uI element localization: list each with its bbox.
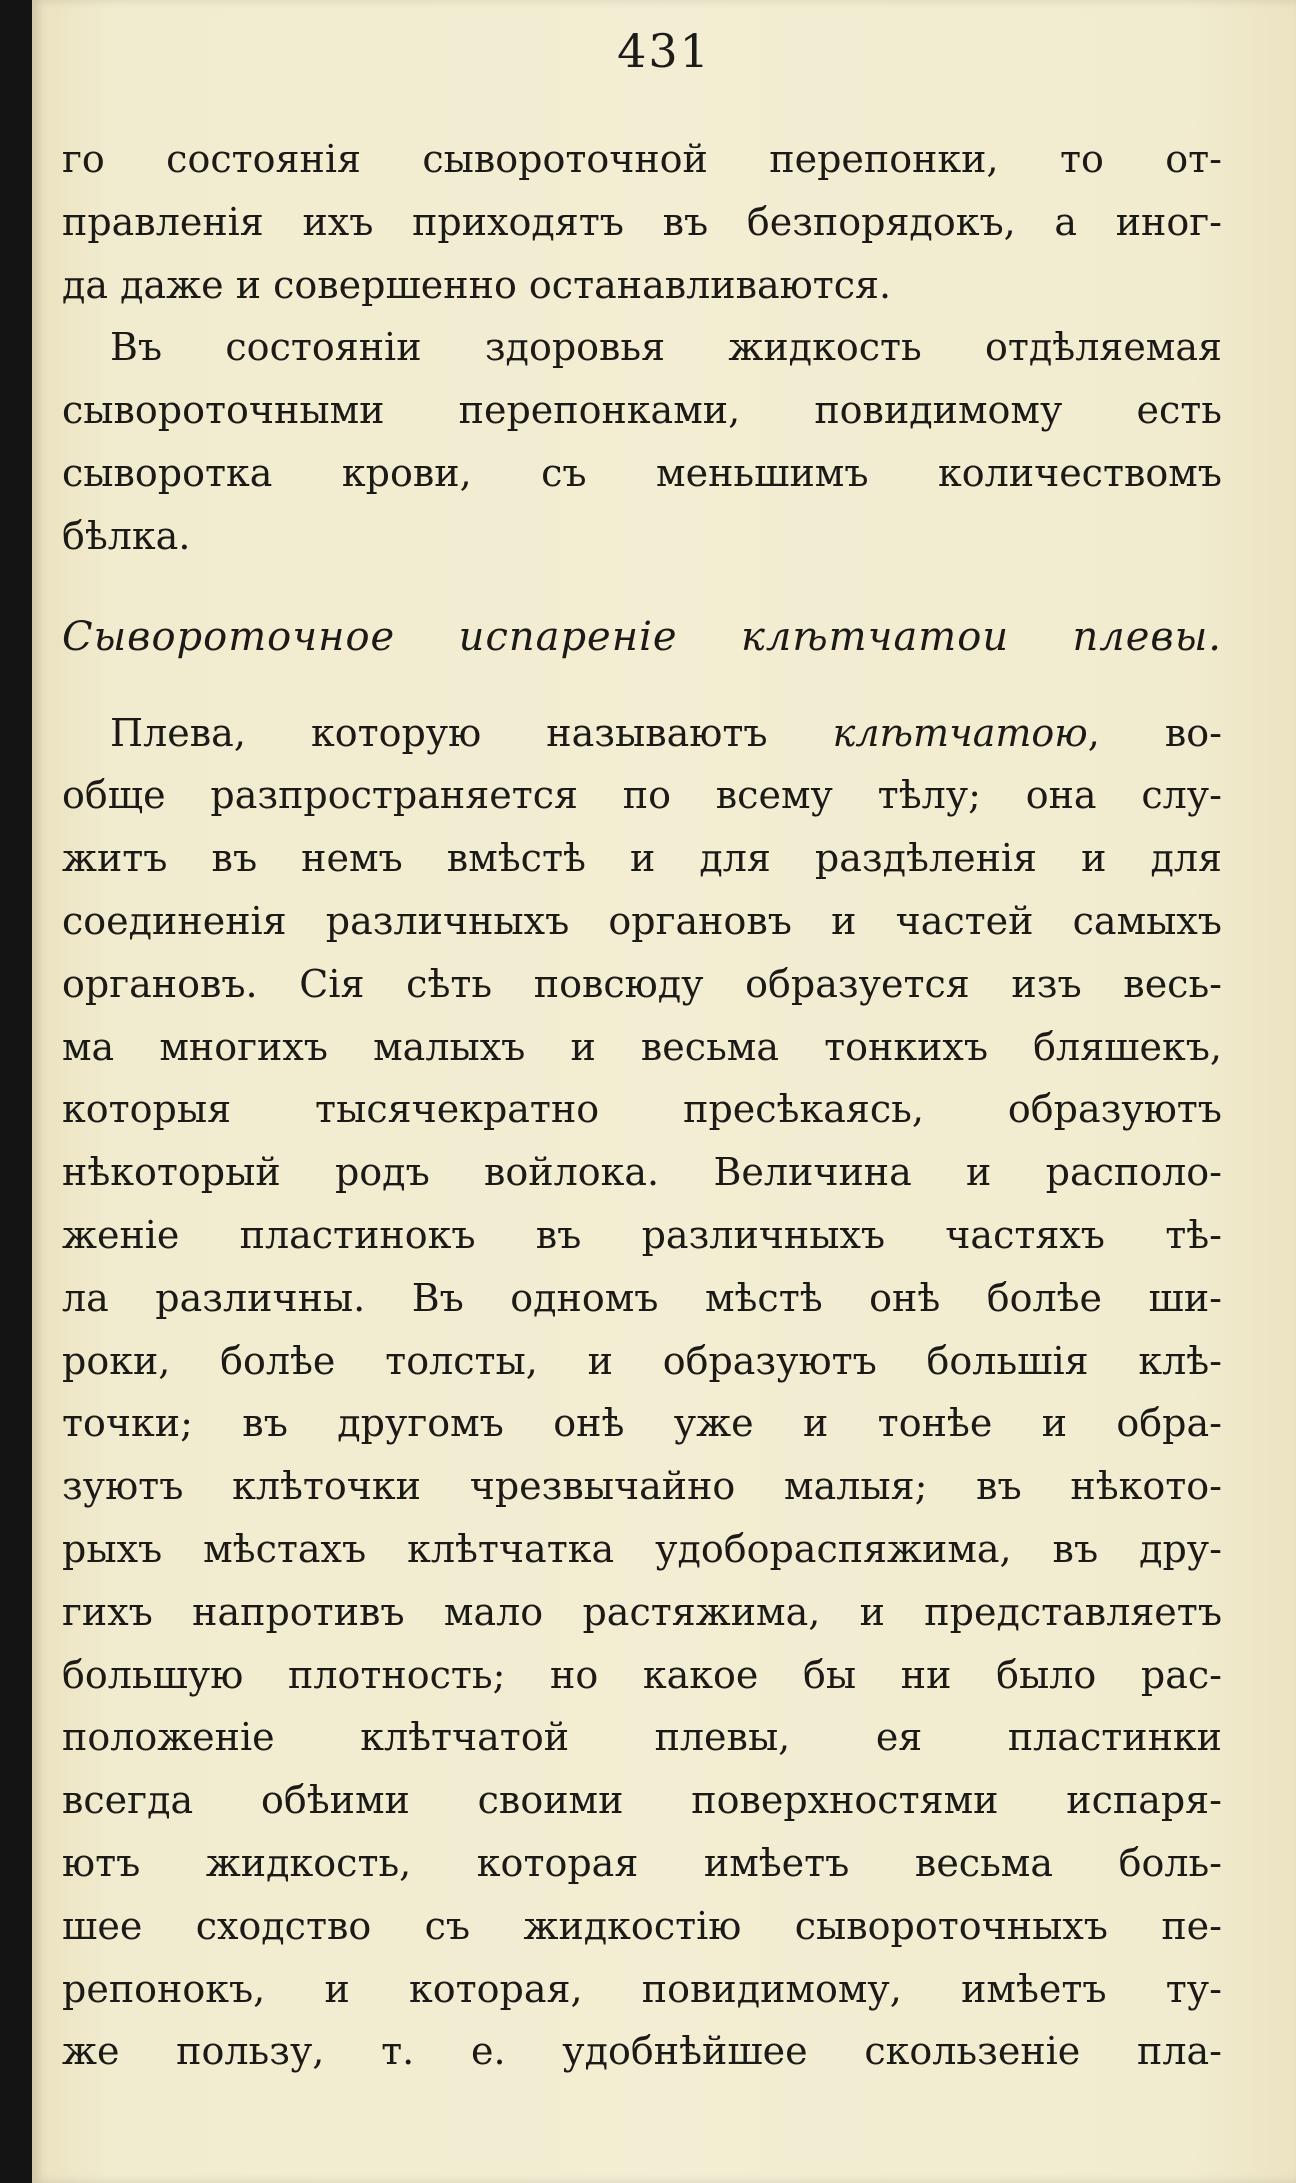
text-segment: Плева, которую называютъ bbox=[110, 710, 833, 755]
spacer bbox=[62, 672, 1222, 702]
text-line: ма многихъ малыхъ и весьма тонкихъ бляшекъ, bbox=[62, 1024, 1222, 1069]
text-line: сыворотка крови, съ меньшимъ количествомъ bbox=[62, 450, 1222, 495]
text-line: го состоянія сывороточной перепонки, то от- bbox=[62, 137, 1222, 181]
text-line: бѣлка. bbox=[62, 513, 191, 558]
body-text bbox=[62, 128, 1222, 2083]
text-line: правленія ихъ приходятъ въ безпорядокъ, а иног- bbox=[62, 199, 1222, 244]
emphasized-term: клѣтчатою bbox=[832, 710, 1088, 755]
text-line-first bbox=[62, 702, 1222, 765]
paragraph-3 bbox=[62, 702, 1222, 2084]
text-line: Въ состояніи здоровья жидкость отдѣляемая bbox=[110, 325, 1222, 370]
text-line: гихъ напротивъ мало растяжима, и представляетъ bbox=[62, 1589, 1222, 1634]
text-line: ла различны. Въ одномъ мѣстѣ онѣ болѣе ши- bbox=[62, 1275, 1222, 1320]
section-heading: Сывороточное испареніе клѣтчатои плевы. bbox=[62, 613, 1222, 660]
text-line: роки, болѣе толсты, и образуютъ большія клѣ- bbox=[62, 1338, 1222, 1383]
text-line: зуютъ клѣточки чрезвычайно малыя; въ нѣкото- bbox=[62, 1464, 1222, 1509]
text-line: же пользу, т. е. удобнѣйшее скользеніе пла- bbox=[62, 2029, 1222, 2074]
page-number: 431 bbox=[617, 24, 711, 78]
book-page bbox=[32, 0, 1296, 2183]
paragraph-1 bbox=[62, 128, 1222, 316]
text-line: точки; въ другомъ онѣ уже и тонѣе и обра- bbox=[62, 1401, 1222, 1446]
text-line: сывороточными перепонками, повидимому есть bbox=[62, 388, 1222, 433]
text-line: житъ въ немъ вмѣстѣ и для раздѣленія и для bbox=[62, 836, 1222, 881]
text-line: да даже и совершенно останавливаются. bbox=[62, 262, 892, 307]
text-line: шее сходство съ жидкостію сывороточныхъ пе- bbox=[62, 1903, 1222, 1948]
text-line: репонокъ, и которая, повидимому, имѣетъ ту- bbox=[62, 1966, 1222, 2011]
text-line: которыя тысячекратно пресѣкаясь, образуютъ bbox=[62, 1087, 1222, 1132]
text-line: рыхъ мѣстахъ клѣтчатка удобораспяжима, въ дру- bbox=[62, 1526, 1222, 1571]
text-segment: , во- bbox=[1087, 710, 1222, 755]
text-line: ютъ жидкость, которая имѣетъ весьма боль- bbox=[62, 1840, 1222, 1885]
text-line: обще разпространяется по всему тѣлу; она слу- bbox=[62, 773, 1222, 818]
text-line: женіе пластинокъ въ различныхъ частяхъ тѣ- bbox=[62, 1212, 1222, 1257]
text-line: большую плотность; но какое бы ни было рас- bbox=[62, 1652, 1222, 1697]
text-line: всегда обѣими своими поверхностями испаря- bbox=[62, 1778, 1222, 1823]
text-line: положеніе клѣтчатой плевы, ея пластинки bbox=[62, 1715, 1222, 1760]
text-line: органовъ. Сія сѣть повсюду образуется изъ весь- bbox=[62, 961, 1222, 1006]
spacer bbox=[62, 568, 1222, 602]
paragraph-2 bbox=[62, 316, 1222, 567]
text-line: нѣкоторый родъ войлока. Величина и располо- bbox=[62, 1150, 1222, 1195]
text-line: соединенія различныхъ органовъ и частей самыхъ bbox=[62, 898, 1222, 943]
